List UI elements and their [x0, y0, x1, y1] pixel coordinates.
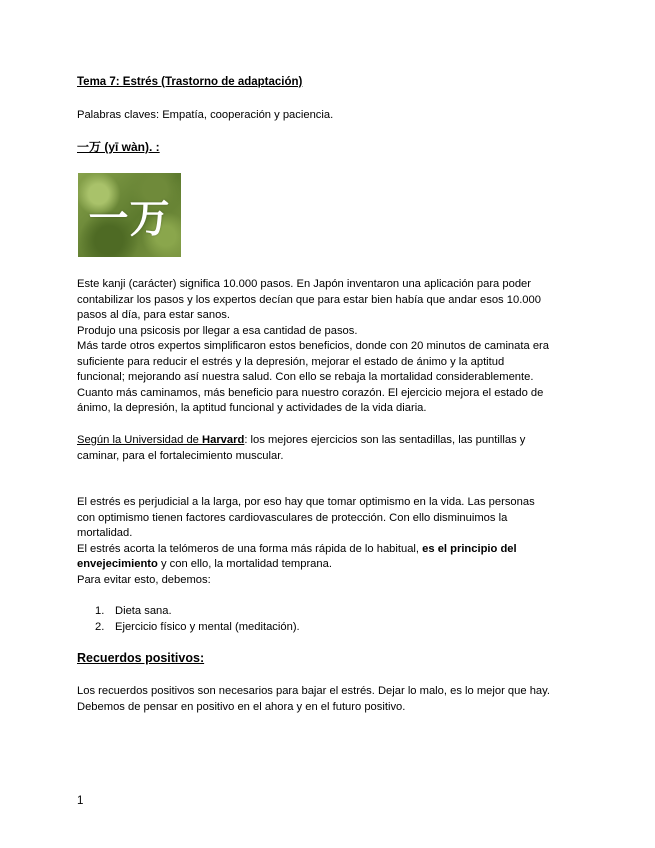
paragraph-line: El estrés es perjudicial a la larga, por eso hay que tomar optimismo en la vida. Las personas — [77, 496, 535, 508]
paragraph-line: Para evitar esto, debemos: — [77, 573, 211, 586]
list-text: Dieta sana. — [115, 605, 172, 617]
harvard-rest: : los mejores ejercicios son las sentadillas, las puntillas y — [244, 434, 526, 446]
paragraph-line: Debemos de pensar en positivo en el ahora y en el futuro positivo. — [77, 700, 406, 713]
harvard-prefix: Según la Universidad de — [77, 434, 203, 446]
kanji-image — [78, 173, 181, 257]
paragraph-line: pasos al día, para estar sanos. — [77, 309, 230, 321]
kanji-explanation — [77, 277, 549, 417]
stress-paragraph — [77, 495, 535, 588]
keywords-line: Palabras claves: Empatía, cooperación y paciencia. — [77, 109, 334, 121]
paragraph-line: Produjo una psicosis por llegar a esa cantidad de pasos. — [77, 324, 358, 337]
paragraph-line — [77, 557, 535, 573]
kanji-heading: 一万 (yī wàn). : — [77, 140, 160, 154]
list-text: Ejercicio físico y mental (meditación). — [115, 620, 300, 633]
kanji-image-text: 一万 — [88, 195, 171, 242]
paragraph-line: funcional; mejorando así nuestra salud. Con ello se rebaja la mortalidad considerablemente. — [77, 371, 534, 383]
paragraph-line: mortalidad. — [77, 527, 133, 539]
paragraph-line: caminar, para el fortalecimiento muscular. — [77, 449, 284, 462]
recuerdos-heading: Recuerdos positivos: — [77, 651, 205, 665]
paragraph-line: ánimo, la depresión, la aptitud funcional y actividades de la vida diaria. — [77, 402, 427, 414]
page-number: 1 — [77, 795, 84, 807]
mortality-text: y con ello, la mortalidad temprana. — [157, 558, 332, 570]
paragraph-line: Este kanji (carácter) significa 10.000 pasos. En Japón inventaron una aplicación para poder — [77, 278, 531, 290]
paragraph-line: suficiente para reducir el estrés y la depresión, mejorar el estado de ánimo y la aptitud — [77, 355, 505, 368]
list-item — [95, 620, 300, 636]
list-number: 2. — [95, 620, 105, 633]
harvard-name: Harvard — [202, 434, 245, 446]
recuerdos-paragraph — [77, 684, 550, 715]
paragraph-line: Los recuerdos positivos son necesarios para bajar el estrés. Dejar lo malo, es lo mejor que hay. — [77, 685, 551, 697]
list-item — [95, 604, 300, 620]
paragraph-line: Cuanto más caminamos, más beneficio para nuestro corazón. El ejercicio mejora el estado de — [77, 386, 544, 399]
harvard-paragraph — [77, 433, 525, 464]
paragraph-line — [77, 433, 525, 449]
aging-bold-text: es el principio del — [422, 542, 517, 555]
paragraph-line: con optimismo tienen factores cardiovasculares de protección. Con ello disminuimos la — [77, 511, 508, 524]
paragraph-line: Más tarde otros expertos simplificaron estos beneficios, donde con 20 minutos de caminata era — [77, 340, 549, 352]
document-title: Tema 7: Estrés (Trastorno de adaptación) — [77, 76, 303, 88]
recommendations-list — [95, 604, 300, 635]
paragraph-line: contabilizar los pasos y los expertos decían que para estar bien había que andar esos 10.000 — [77, 293, 541, 306]
list-number: 1. — [95, 605, 105, 617]
telomeres-text: El estrés acorta la telómeros de una forma más rápida de lo habitual, — [77, 542, 423, 555]
aging-bold-text-2: envejecimiento — [77, 558, 158, 570]
paragraph-line — [77, 542, 535, 558]
